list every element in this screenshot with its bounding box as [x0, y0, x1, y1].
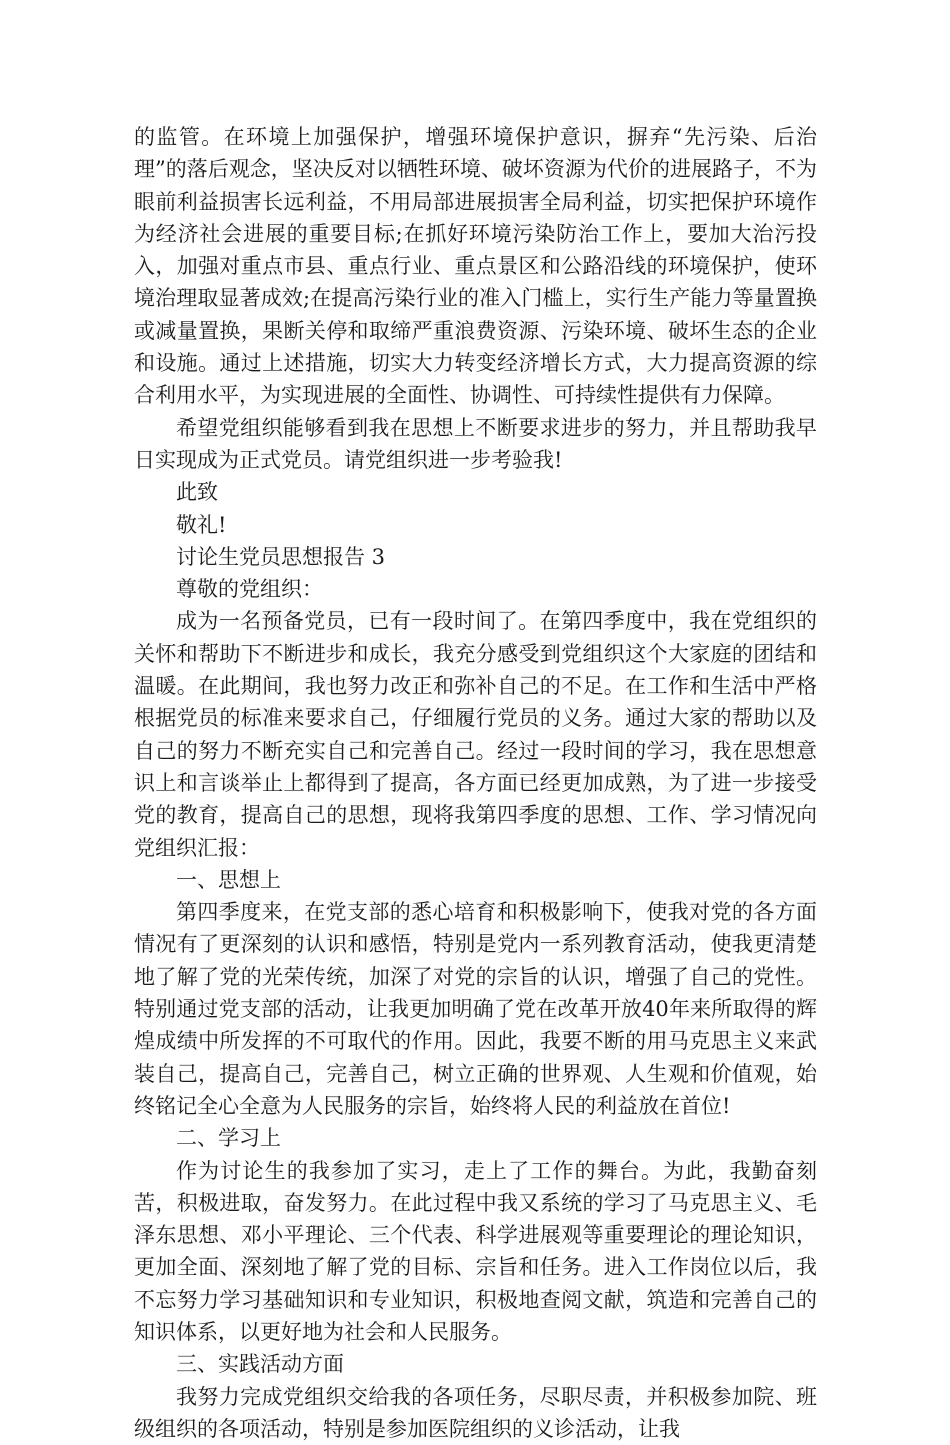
section-heading-practice: 三、实践活动方面 [176, 1352, 344, 1377]
paragraph-environment-policy: 的监管。在环境上加强保护，增强环境保护意识，摒弃“先污染、后治理”的落后观念，坚决反对以牺牲环境、破坏资源为代价的进展路子，不为眼前利益损害长远利益，不用局部进展损害全局利益，切实把保护环境作为经济社会进展的重要目标;在抓好环境污染防治工作上，要加大治污投入，加强对重点市县、重点行业、重点景区和公路沿线的环境保护，使环境治理取显著成效;在提高污染行业的准入门槛上，实行生产能力等量置换或减量置换，果断关停和取缔严重浪费资源、污染环境、破坏生态的企业和设施。通过上述措施，切实大力转变经济增长方式，大力提高资源的综合利用水平，为实现进展的全面性、协调性、可持续性提供有力保障。 [134, 125, 817, 408]
paragraph-introduction: 成为一名预备党员，已有一段时间了。在第四季度中，我在党组织的关怀和帮助下不断进步和成长，我充分感受到党组织这个大家庭的团结和温暖。在此期间，我也努力改正和弥补自己的不足。在工作和生活中严格根据党员的标准来要求自己，仔细履行党员的义务。通过大家的帮助以及自己的努力不断充实自己和完善自己。经过一段时间的学习，我在思想意识上和言谈举止上都得到了提高，各方面已经更加成熟，为了进一步接受党的教育，提高自己的思想，现将我第四季度的思想、工作、学习情况向党组织汇报： [134, 609, 817, 860]
paragraph-study: 作为讨论生的我参加了实习，走上了工作的舞台。为此，我勤奋刻苦，积极进取，奋发努力。在此过程中我又系统的学习了马克思主义、毛泽东思想、邓小平理论、三个代表、科学进展观等重要理论的理论知识，更加全面、深刻地了解了党的目标、宗旨和任务。进入工作岗位以后，我不忘努力学习基础知识和专业知识，积极地查阅文献，筑造和完善自己的知识体系，以更好地为社会和人民服务。 [134, 1158, 817, 1344]
paragraph-thought: 第四季度来，在党支部的悉心培育和积极影响下，使我对党的各方面情况有了更深刻的认识和感悟，特别是党内一系列教育活动，使我更清楚地了解了党的光荣传统，加深了对党的宗旨的认识，增强了自己的党性。特别通过党支部的活动，让我更加明确了党在改革开放40年来所取得的辉煌成绩中所发挥的不可取代的作用。因此，我要不断的用马克思主义来武装自己，提高自己，完善自己，树立正确的世界观、人生观和价值观，始终铭记全心全意为人民服务的宗旨，始终将人民的利益放在首位! [134, 900, 817, 1118]
report-title: 讨论生党员思想报告 3 [176, 544, 386, 569]
closing-salute: 敬礼! [176, 512, 227, 537]
paragraph-hope: 希望党组织能够看到我在思想上不断要求进步的努力，并且帮助我早日实现成为正式党员。请党组织进一步考验我! [134, 415, 817, 472]
paragraph-practice: 我努力完成党组织交给我的各项任务，尽职尽责，并积极参加院、班级组织的各项活动，特别是参加医院组织的义诊活动，让我 [134, 1384, 817, 1441]
document-body [134, 121, 817, 1445]
salutation: 尊敬的党组织： [176, 577, 323, 602]
section-heading-thought: 一、思想上 [176, 867, 281, 892]
closing-greeting: 此致 [176, 480, 218, 505]
section-heading-study: 二、学习上 [176, 1126, 281, 1151]
